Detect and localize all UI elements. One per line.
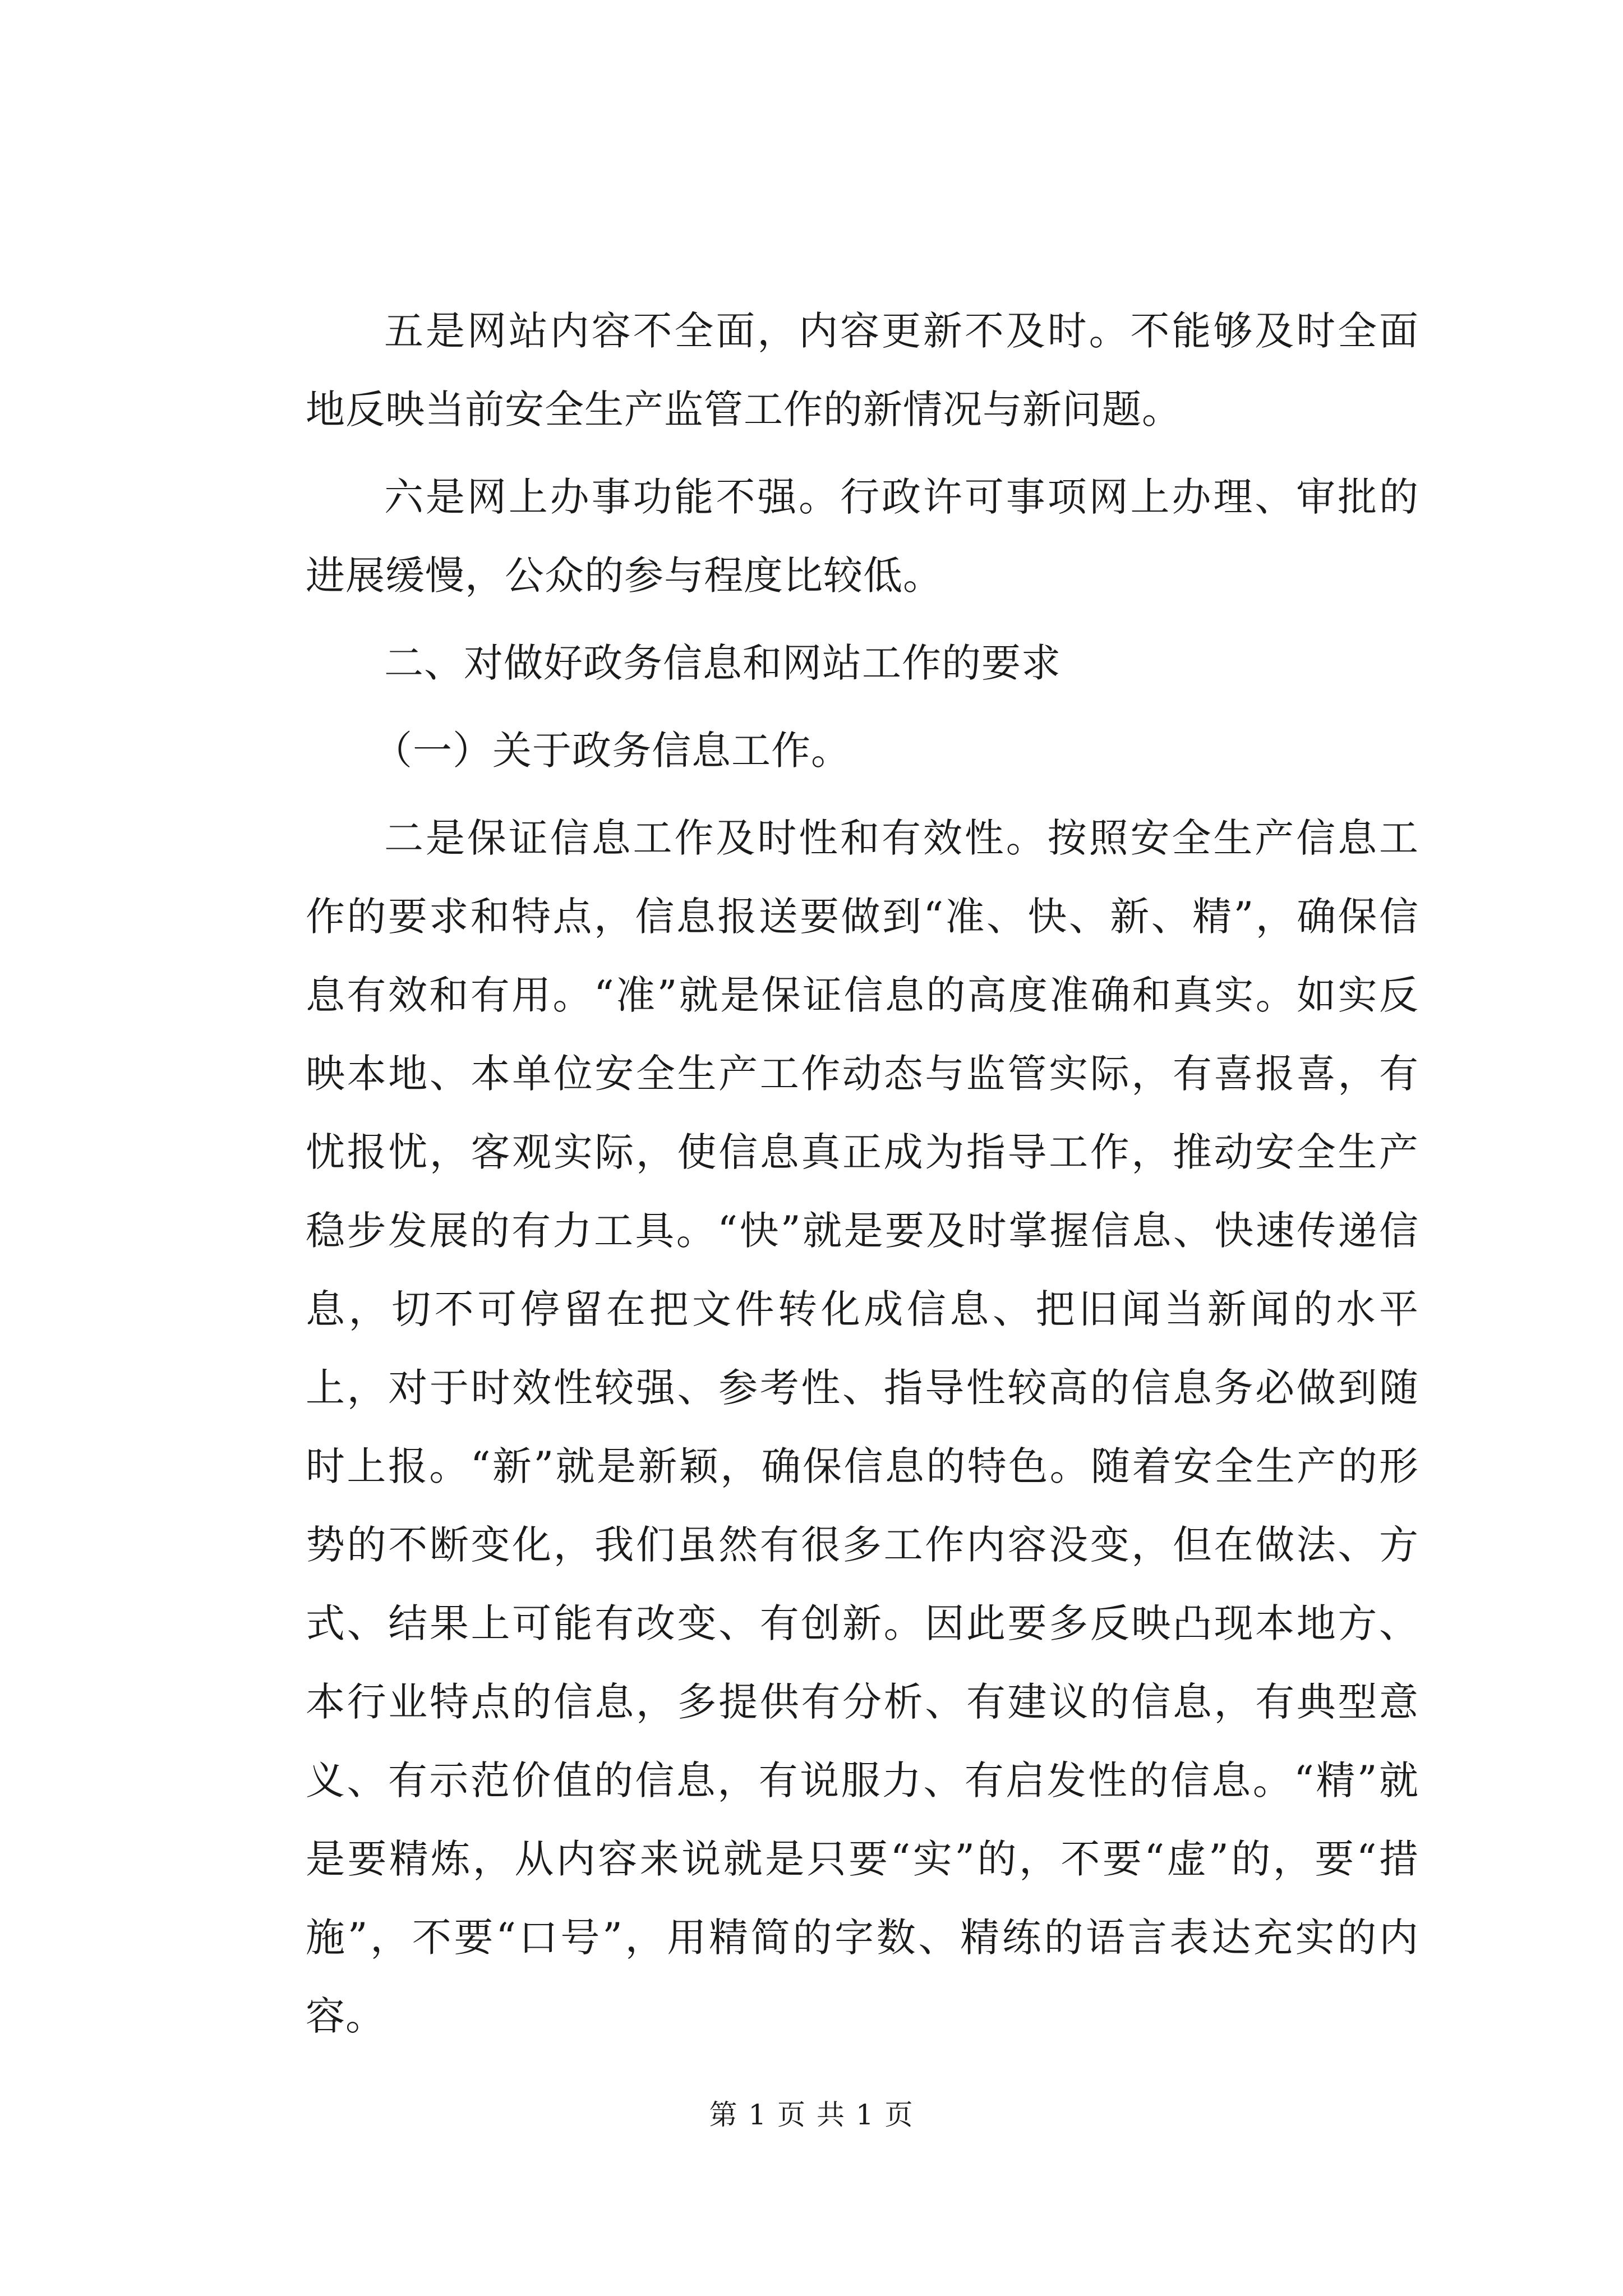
page-footer: 第 1 页 共 1 页 <box>709 2099 914 2131</box>
paragraph-online-service: 六是网上办事功能不强。行政许可事项网上办理、审批的进展缓慢，公众的参与程度比较低。 <box>306 474 1419 599</box>
paragraph-website-content: 五是网站内容不全面，内容更新不及时。不能够及时全面地反映当前安全生产监管工作的新情况与新问题。 <box>306 308 1419 432</box>
document-body <box>306 292 1419 2064</box>
section-heading: 二、对做好政务信息和网站工作的要求 <box>384 640 1061 686</box>
subsection-heading: （一）关于政务信息工作。 <box>373 728 851 774</box>
paragraph-info-timeliness: 二是保证信息工作及时性和有效性。按照安全生产信息工作的要求和特点，信息报送要做到“准、快、新、精”，确保信息有效和有用。“准”就是保证信息的高度准确和真实。如实反映本地、本单位安全生产工作动态与监管实际，有喜报喜，有忧报忧，客观实际，使信息真正成为指导工作，推动安全生产稳步发展的有力工具。“快”就是要及时掌握信息、快速传递信息，切不可停留在把文件转化成信息、把旧闻当新闻的水平上，对于时效性较强、参考性、指导性较高的信息务必做到随时上报。“新”就是新颖，确保信息的特色。随着安全生产的形势的不断变化，我们虽然有很多工作内容没变，但在做法、方式、结果上可能有改变、有创新。因此要多反映凸现本地方、本行业特点的信息，多提供有分析、有建议的信息，有典型意义、有示范价值的信息，有说服力、有启发性的信息。“精”就是要精炼，从内容来说就是只要“实”的，不要“虚”的，要“措施”，不要“口号”，用精简的字数、精练的语言表达充实的内容。 <box>306 815 1419 2039</box>
